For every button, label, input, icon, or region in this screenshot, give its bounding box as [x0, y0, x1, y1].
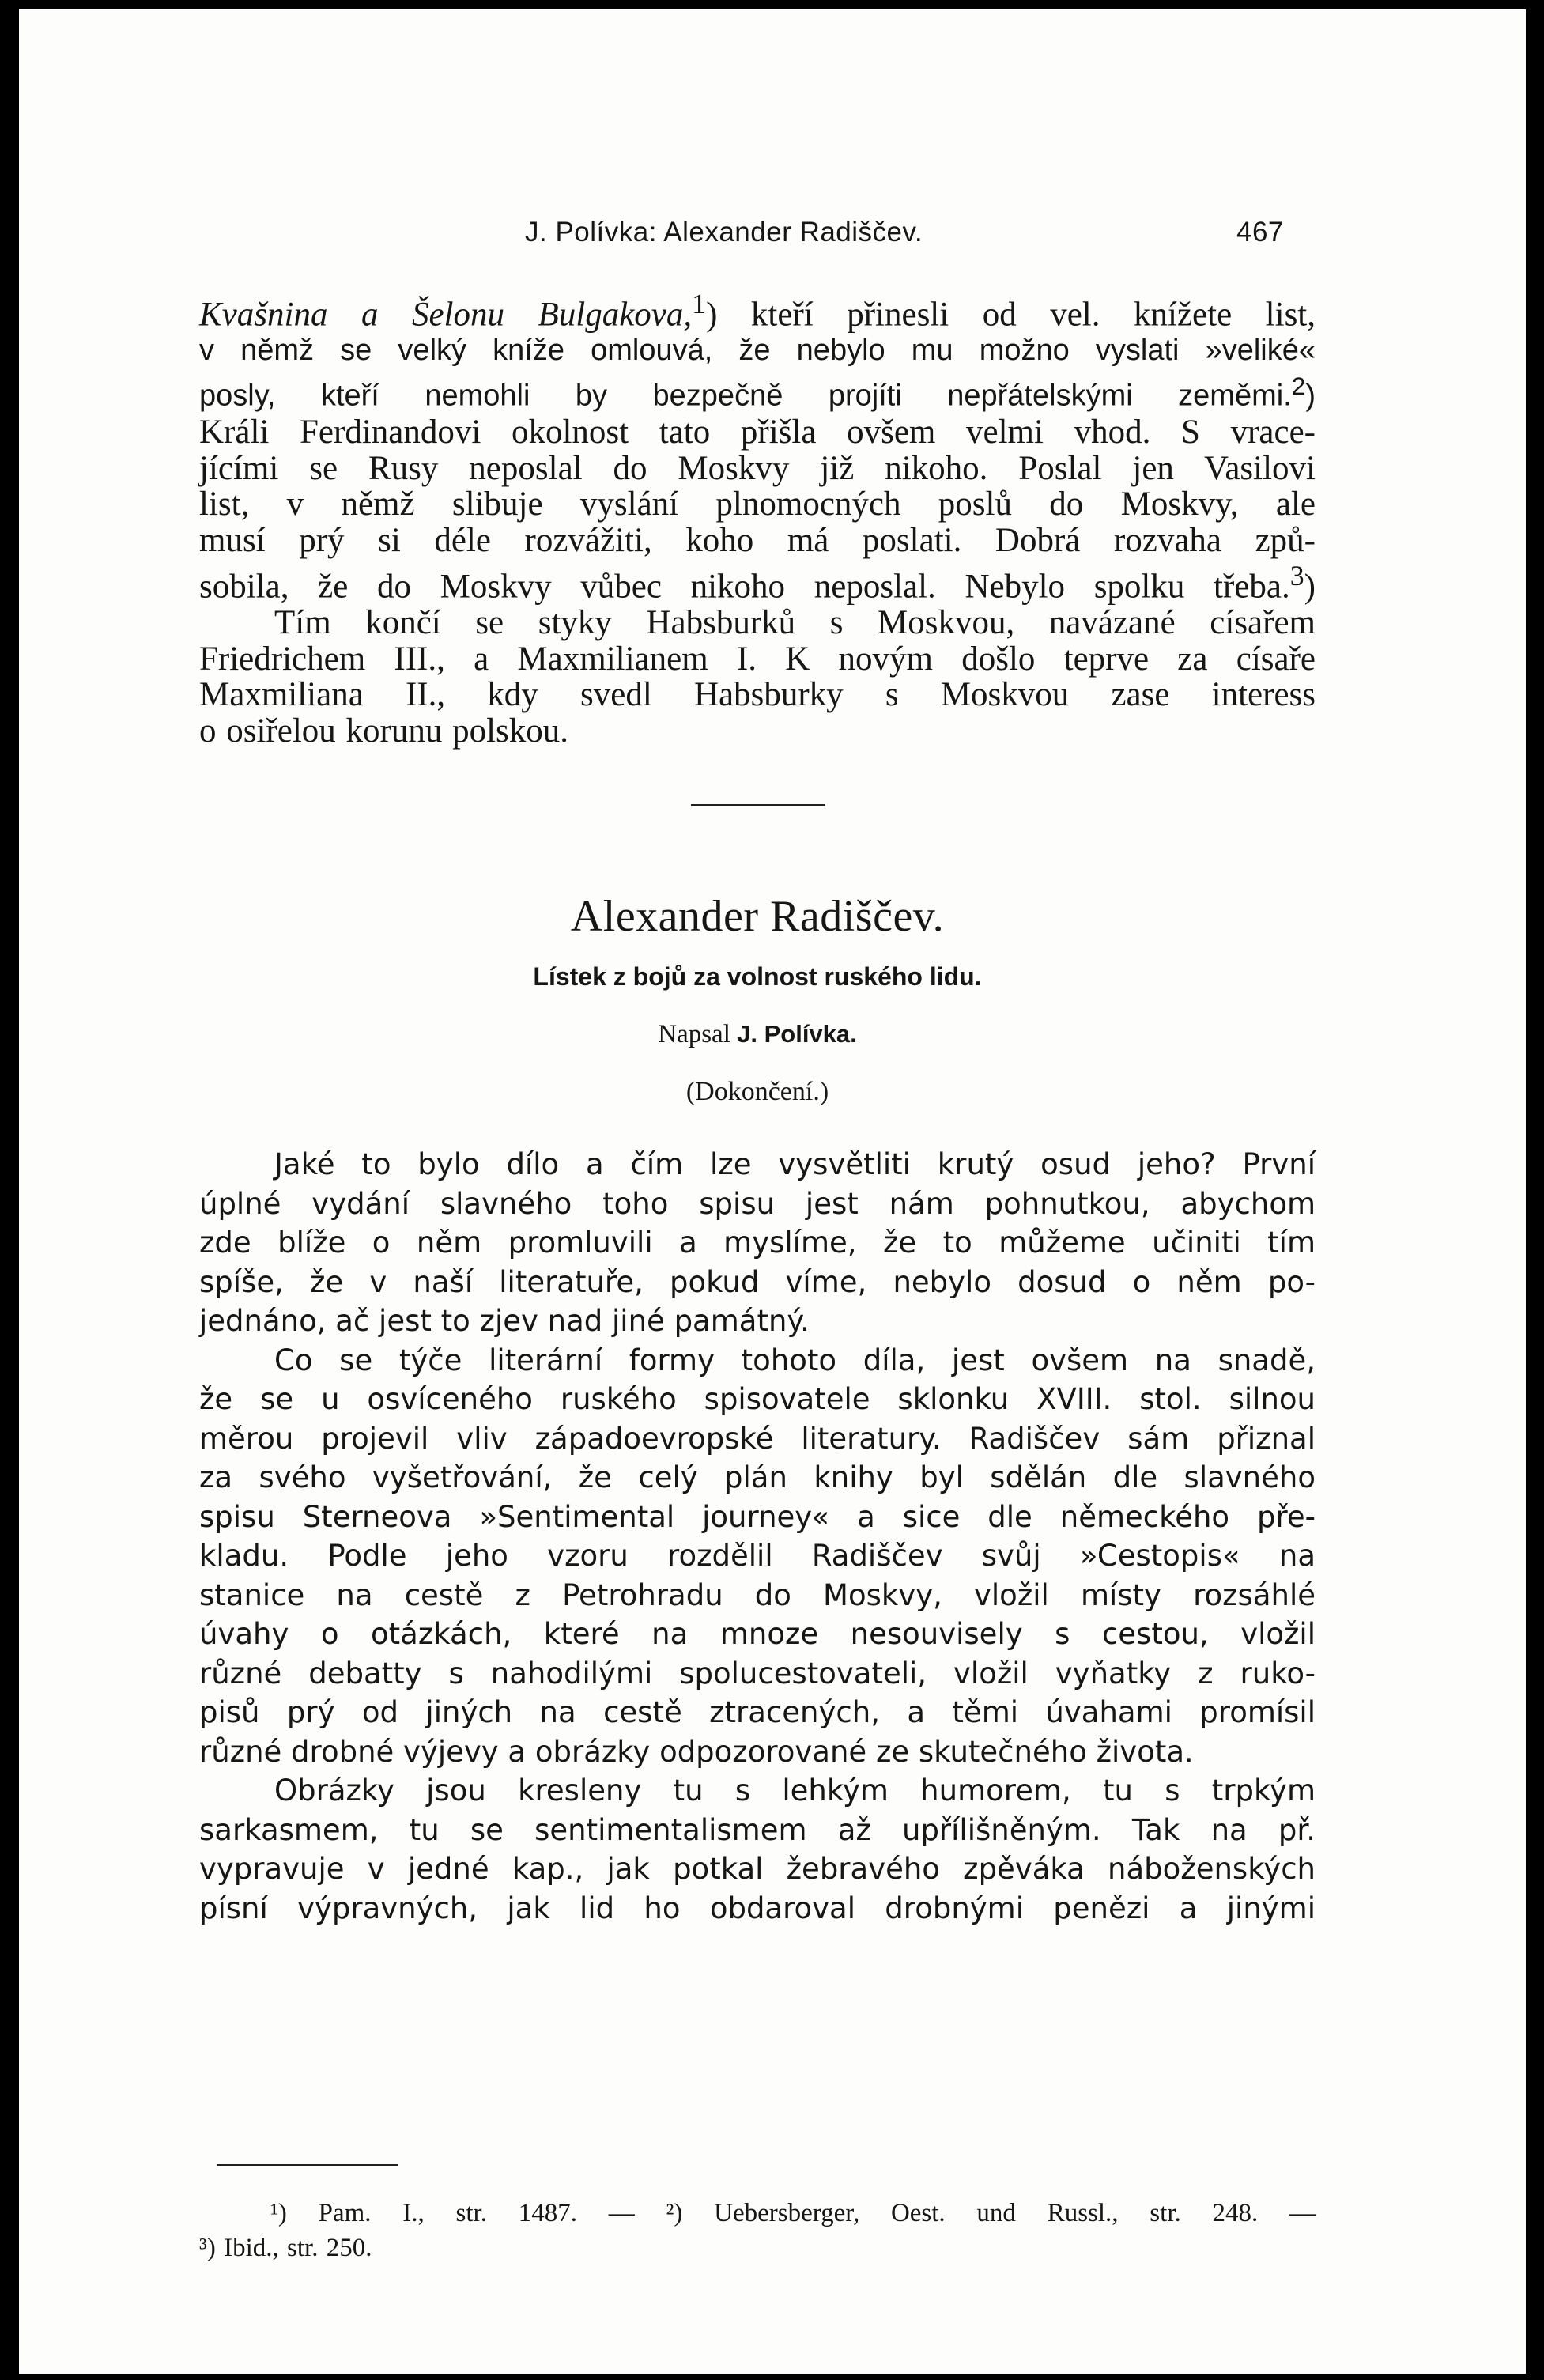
footnote-line: ³) Ibid., str. 250.	[199, 2234, 372, 2262]
intro-text-block	[199, 286, 1316, 749]
body-line: Jaké to bylo dílo a čím lze vysvětliti krutý osud jeho? První	[274, 1147, 1316, 1181]
body-line: spíše, že v naší literatuře, pokud víme, nebylo dosud o něm po-	[199, 1264, 1316, 1299]
footnote-line: ¹) Pam. I., str. 1487. — ²) Uebersberger, Oest. und Russl., str. 248. —	[270, 2199, 1316, 2227]
article-title: Alexander Radiščev.	[570, 892, 945, 941]
intro-line: Králi Ferdinandovi okolnost tato přišla ovšem velmi vhod. S vrace-	[199, 414, 1316, 451]
article-body	[199, 1145, 1316, 1928]
body-line: Obrázky jsou kresleny tu s lehkým humorem, tu s trpkým	[274, 1774, 1316, 1808]
intro-line: sobila, že do Moskvy vůbec nikoho neposlal. Nebylo spolku třeba.$^3$)	[199, 560, 1316, 606]
body-line: různé drobné výjevy a obrázky odpozorované ze skutečného života.	[199, 1734, 1194, 1769]
body-line: úplné vydání slavného toho spisu jest nám pohnutkou, abychom	[199, 1186, 1316, 1221]
body-line: úvahy o otázkách, které na mnoze nesouvisely s cestou, vložil	[199, 1617, 1316, 1651]
body-line: za svého vyšetřování, že celý plán knihy byl sdělán dle slavného	[199, 1460, 1316, 1494]
body-line: písní výpravných, jak lid ho obdaroval drobnými penězi a jinými	[199, 1891, 1316, 1925]
body-line: měrou projevil vliv západoevropské literatury. Radiščev sám přiznal	[199, 1421, 1316, 1456]
body-line: různé debatty s nahodilými spolucestovateli, vložil vyňatky z ruko-	[199, 1656, 1316, 1691]
intro-line: list, v němž slibuje vyslání plnomocných poslů do Moskvy, ale	[199, 485, 1316, 523]
author-name: J. Polívka.	[737, 1020, 857, 1048]
body-line: spisu Sterneova »Sentimental journey« a sice dle německého pře-	[199, 1499, 1316, 1534]
running-header	[525, 217, 1316, 248]
intro-line: Tím končí se styky Habsburků s Moskvou, navázané císařem	[274, 604, 1316, 642]
intro-line: Kvašnina a Šelonu Bulgakova,$^1$) kteří přinesli od vel. knížete list,	[199, 288, 1316, 334]
body-line: jednáno, ač jest to zjev nad jiné památný.	[199, 1304, 810, 1338]
running-title: J. Polívka: Alexander Radiščev.	[525, 217, 923, 247]
intro-line: o osiřelou korunu polskou.	[199, 712, 569, 750]
body-line: zde blíže o něm promluvili a myslíme, že to můžeme učiniti tím	[199, 1226, 1316, 1260]
body-line: vypravuje v jedné kap., jak potkal žebravého zpěváka náboženských	[199, 1852, 1316, 1886]
article-byline: Napsal J. Polívka.	[658, 1020, 857, 1048]
body-line: kladu. Podle jeho vzoru rozdělil Radiščev svůj »Cestopis« na	[199, 1539, 1316, 1573]
intro-line: musí prý si déle rozvážiti, koho má poslati. Dobrá rozvaha způ-	[199, 521, 1316, 559]
body-line: že se u osvíceného ruského spisovatele sklonku XVIII. stol. silnou	[199, 1382, 1316, 1416]
continuation-note: (Dokončení.)	[685, 1077, 829, 1106]
intro-line: Maxmiliana II., kdy svedl Habsburky s Moskvou zase interess	[199, 676, 1316, 714]
body-line: stanice na cestě z Petrohradu do Moskvy, vložil místy rozsáhlé	[199, 1577, 1316, 1612]
page-number: 467	[1236, 217, 1284, 247]
article-subtitle: Lístek z bojů za volnost ruského lidu.	[533, 962, 982, 991]
footnote-rule	[217, 2164, 398, 2166]
intro-line: posly, kteří nemohli by bezpečně projíti nepřátelskými zeměmi.$^2$)	[199, 372, 1316, 413]
body-line: pisů prý od jiných na cestě ztracených, a těmi úvahami promísil	[199, 1695, 1316, 1729]
intro-line: jícími se Rusy neposlal do Moskvy již nikoho. Poslal jen Vasilovi	[199, 449, 1316, 487]
body-line: sarkasmem, tu se sentimentalismem až upřílišněným. Tak na př.	[199, 1812, 1316, 1847]
document-page	[19, 9, 1526, 2374]
intro-line: v němž se velký kníže omlouvá, že nebylo mu možno vyslati »veliké«	[199, 333, 1316, 367]
section-divider	[691, 804, 825, 806]
intro-line: Friedrichem III., a Maxmilianem I. K novým došlo teprve za císaře	[199, 640, 1316, 678]
body-line: Co se týče literární formy tohoto díla, jest ovšem na snadě,	[274, 1343, 1316, 1377]
footnotes	[199, 2196, 1316, 2265]
